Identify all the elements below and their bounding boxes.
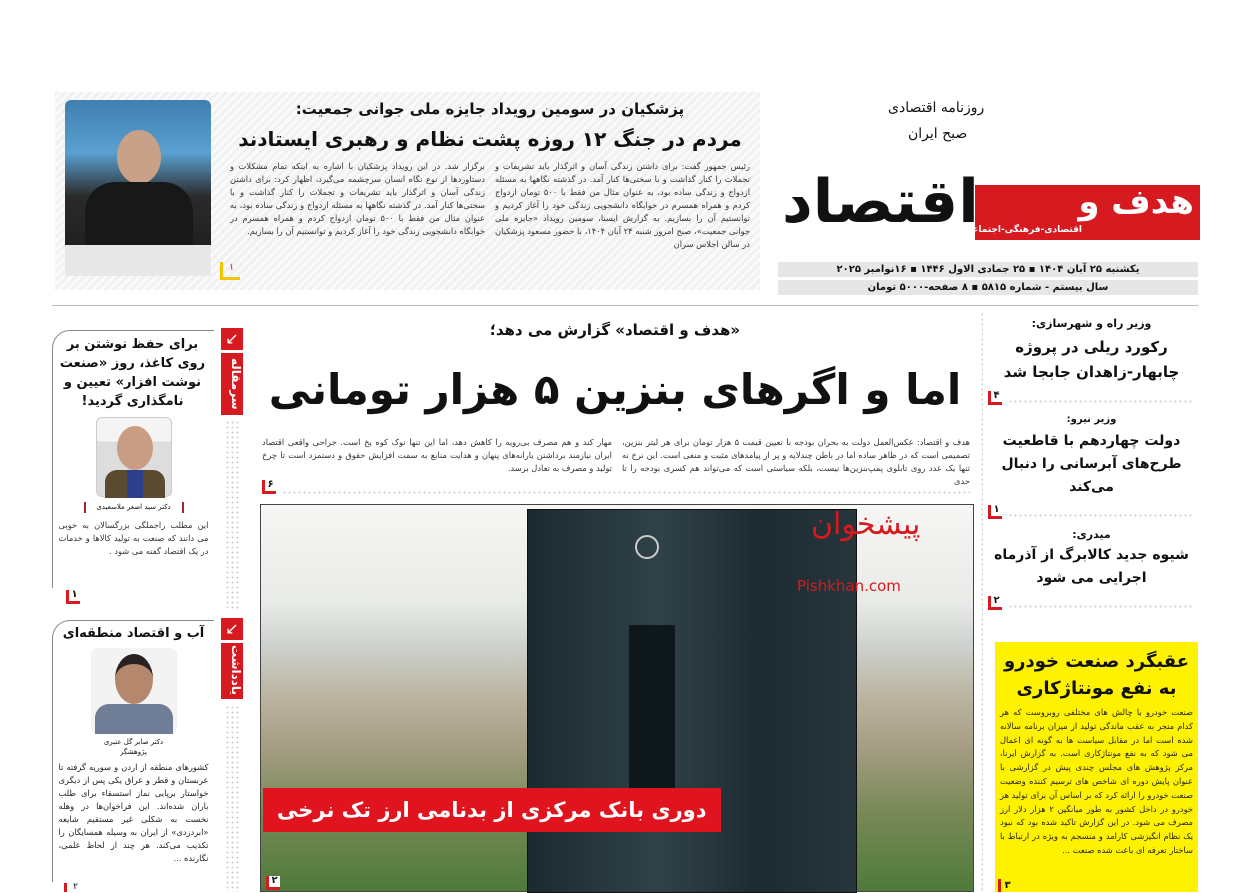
note-box[interactable]	[52, 620, 214, 882]
logo-subtitle1: روزنامه اقتصادی	[888, 100, 985, 116]
yellow-box-body: صنعت خودرو با چالش های مختلفی روبروست که هر کدام منجر به عقب ماندگی تولید از میزان برنامه سالانه شده است اما در مقابل سیاست ها به گونه ای اعمال می شود که به نفع مونتاژکاری است. به گزارش ایرنا، مرکز پژوهش های مجلس چندی پیش در گزارشی با عنوان پایش دوره ای شاخص های ترسیم کننده وضعیت صنعت خودرو را ارائه کرد که بر اساس آن برای تولید هر خودرو در داخل کشور به طور میانگین ۲ هزار دلار ارز مصرف می شود. در این گزارش تاکید شده بود که نبود یک نظام انگیزشی کارامد و منسجم به ویژه در ارتباط با ساختار تعرفه ای باعث شده صنعت ...	[1000, 707, 1193, 855]
issue-line: سال بیستم - شماره ۵۸۱۵ ▪ ۸ صفحه-۵۰۰۰ تومان	[778, 280, 1198, 295]
right-news-2[interactable]	[988, 413, 1195, 499]
note-body: کشورهای منطقه از اردن و سوریه گرفته تا عربستان و قطر و عراق یکی پس از دیگری خواستار برپایی نماز استسقاء برای طلب باران شده‌اند. این فراخوان‌ها در وهله نخست به شکلی غیر مستقیم شایعه «ابردزدی» از ایران به وسیله همسایگان را تکذیب می‌کند. هر چند از لحاظ علمی، نگارنده ...	[58, 762, 209, 863]
top-story-kicker: پزشکیان در سومین رویداد جایزه ملی جوانی جمعیت:	[295, 100, 685, 118]
main-story-headline[interactable]: اما و اگرهای بنزین ۵ هزار تومانی	[268, 365, 962, 414]
note-arrow-icon: ↙	[221, 618, 243, 640]
editorial-tab[interactable]: سرمقاله	[221, 353, 243, 415]
note-headline: آب و اقتصاد منطقه‌ای	[62, 626, 205, 641]
divider	[225, 705, 239, 892]
right-news-2-marker	[988, 503, 1195, 519]
watermark-en: Pishkhan.com	[797, 577, 901, 595]
right-column	[988, 316, 1195, 638]
note-author-role: پژوهشگر	[120, 748, 147, 756]
note-author-photo	[91, 648, 177, 734]
right-news-kicker: میدری:	[1072, 528, 1111, 541]
top-story-col2: برگزار شد. در این رویداد پزشکیان با اشاره به اینکه تمام مشکلات و دستاوردها از نوع نگاه انسان سرچشمه می‌گیرد، اظهار کرد: برای داشتن زندگی آسان و اثرگذار باید تشریفات و تجملات را کنار گذاشت و با سختی‌ها کنار آمد. در گذشته نگاهها به مسئله ازدواج و زندگی ساده بود، به عنوان مثال من فقط با ۵۰۰ تومان ازدواج کردم و همراه همسرم در خوابگاه دانشجویی زندگی خود را آغاز کردیم و توانستیم آن را بسازیم.	[230, 161, 485, 236]
right-news-1[interactable]	[988, 316, 1195, 385]
yellow-box-headline: عقبگرد صنعت خودرو به نفع مونتاژکاری	[1003, 651, 1190, 699]
header-divider	[52, 305, 1198, 306]
masthead-logo	[778, 80, 1200, 260]
editorial-author-photo	[96, 417, 172, 497]
logo-title-part1: هدف و	[1078, 182, 1194, 222]
right-news-headline: دولت چهاردهم با قاطعیت طرح‌های آبرسانی را دنبال می‌کند	[1001, 433, 1182, 495]
editorial-headline: برای حفظ نوشتن بر روی کاغذ، روز «صنعت نوشت افزار» تعیین و نامگذاری گردید!	[59, 337, 206, 409]
editorial-page: ۱	[66, 590, 80, 604]
right-news-2-page: ۱	[988, 505, 1002, 519]
yellow-box-strip	[995, 878, 1198, 892]
editorial-box[interactable]	[52, 330, 214, 588]
divider	[1008, 604, 1195, 610]
note-author: دکتر صابر گل عنبری	[103, 738, 164, 746]
right-news-3-page: ۲	[988, 596, 1002, 610]
right-column-border	[980, 312, 983, 892]
editorial-arrow-icon: ↙	[221, 328, 243, 350]
editorial-body: این مطلب راجملگی بزرگسالان به خوبی می دانند که صنعت به تولید کالاها و خدمات در یک اقتصاد گفته می شود .	[58, 520, 209, 556]
right-news-1-marker	[988, 389, 1195, 405]
right-news-headline: شیوه جدید کالابرگ از آذرماه اجرایی می شود	[994, 547, 1189, 586]
top-story-headline[interactable]: مردم در جنگ ۱۲ روزه پشت نظام و رهبری ایستادند	[238, 127, 742, 151]
watermark-fa: پیشخوان	[811, 507, 921, 542]
right-news-3-marker	[988, 594, 1195, 610]
photo-story-page-number: ۲	[266, 876, 280, 890]
right-news-kicker: وزیر نیرو:	[1066, 414, 1117, 425]
divider	[282, 490, 970, 494]
main-story-page-number: ۶	[262, 480, 276, 494]
main-story-col1: هدف و اقتصاد: عکس‌العمل دولت به بحران بودجه با تعیین قیمت ۵ هزار تومان برای هر لیتر بنزین، تصمیمی است که در ظاهر ساده اما در باطن چندلایه و پر از پیامدهای مثبت و منفی است. این نرخ نه تنها یک عدد روی تابلوی پمپ‌بنزین‌ها نیست، بلکه سیاستی است که می‌تواند هم کسری بودجه را تا حدی	[622, 437, 970, 486]
right-news-kicker: وزیر راه و شهرسازی:	[1031, 317, 1152, 330]
main-story-kicker: «هدف و اقتصاد» گزارش می دهد؛	[489, 321, 741, 339]
yellow-box-page: ۳	[998, 879, 1014, 892]
right-news-headline: رکورد ریلی در پروژه چابهار-زاهدان جابجا شد	[1003, 338, 1180, 381]
date-line: یکشنبه ۲۵ آبان ۱۴۰۴ ▪ ۲۵ جمادی الاول ۱۴۴۶ ▪ ۱۶نوامبر ۲۰۲۵	[778, 262, 1198, 277]
logo-subtitle2: صبح ایران	[908, 126, 968, 142]
logo-tagline: اقتصادی-فرهنگی-اجتماعی	[963, 225, 1082, 235]
yellow-box[interactable]	[995, 642, 1198, 878]
photo-story-image[interactable]	[260, 504, 974, 892]
main-story-col2: مهار کند و هم مصرف بی‌رویه را کاهش دهد، اما این تنها نوک کوه یخ است. جراحی واقعی اقتصاد ایران نیازمند برداشتن یارانه‌های پنهان و هدایت منابع به سمت افزایش حقوق و دستمزد است تا چرخ تولید و مصرف به تعادل برسد.	[262, 437, 612, 473]
divider	[1008, 513, 1195, 519]
editorial-author: دکتر سید اصغر ملاسعیدی	[84, 502, 184, 513]
note-page: ۲	[64, 883, 78, 892]
top-story-col1: رئیس جمهور گفت: برای داشتن زندگی آسان و اثرگذار باید تشریفات و تجملات را کنار گذاشت و با سختی‌ها کنار آمد. در گذشته نگاهها به مسئله ازدواج و زندگی ساده بود، به عنوان مثال من فقط با ۵۰۰ تومان ازدواج کردم و همراه همسرم در خوابگاه دانشجویی زندگی خود را آغاز کردیم و توانستیم آن را بسازیم. به گزارش ایسنا، سومین رویداد «جایزه ملی جوانی جمعیت»، صبح امروز شنبه ۲۴ آبان ۱۴۰۴، با حضور مسعود پزشکیان در سالن اجلاس سران	[495, 161, 751, 249]
top-story-photo	[65, 100, 211, 276]
top-story-page-marker: ۱	[220, 262, 240, 280]
logo-title-part2: اقتصاد	[782, 167, 979, 237]
right-news-3[interactable]	[988, 527, 1195, 590]
right-news-1-page: ۴	[988, 391, 1002, 405]
note-tab[interactable]: یادداشت	[221, 643, 243, 699]
divider	[1008, 399, 1195, 405]
divider	[225, 420, 239, 610]
photo-story-caption[interactable]: دوری بانک مرکزی از بدنامی ارز تک نرخی	[263, 788, 721, 832]
